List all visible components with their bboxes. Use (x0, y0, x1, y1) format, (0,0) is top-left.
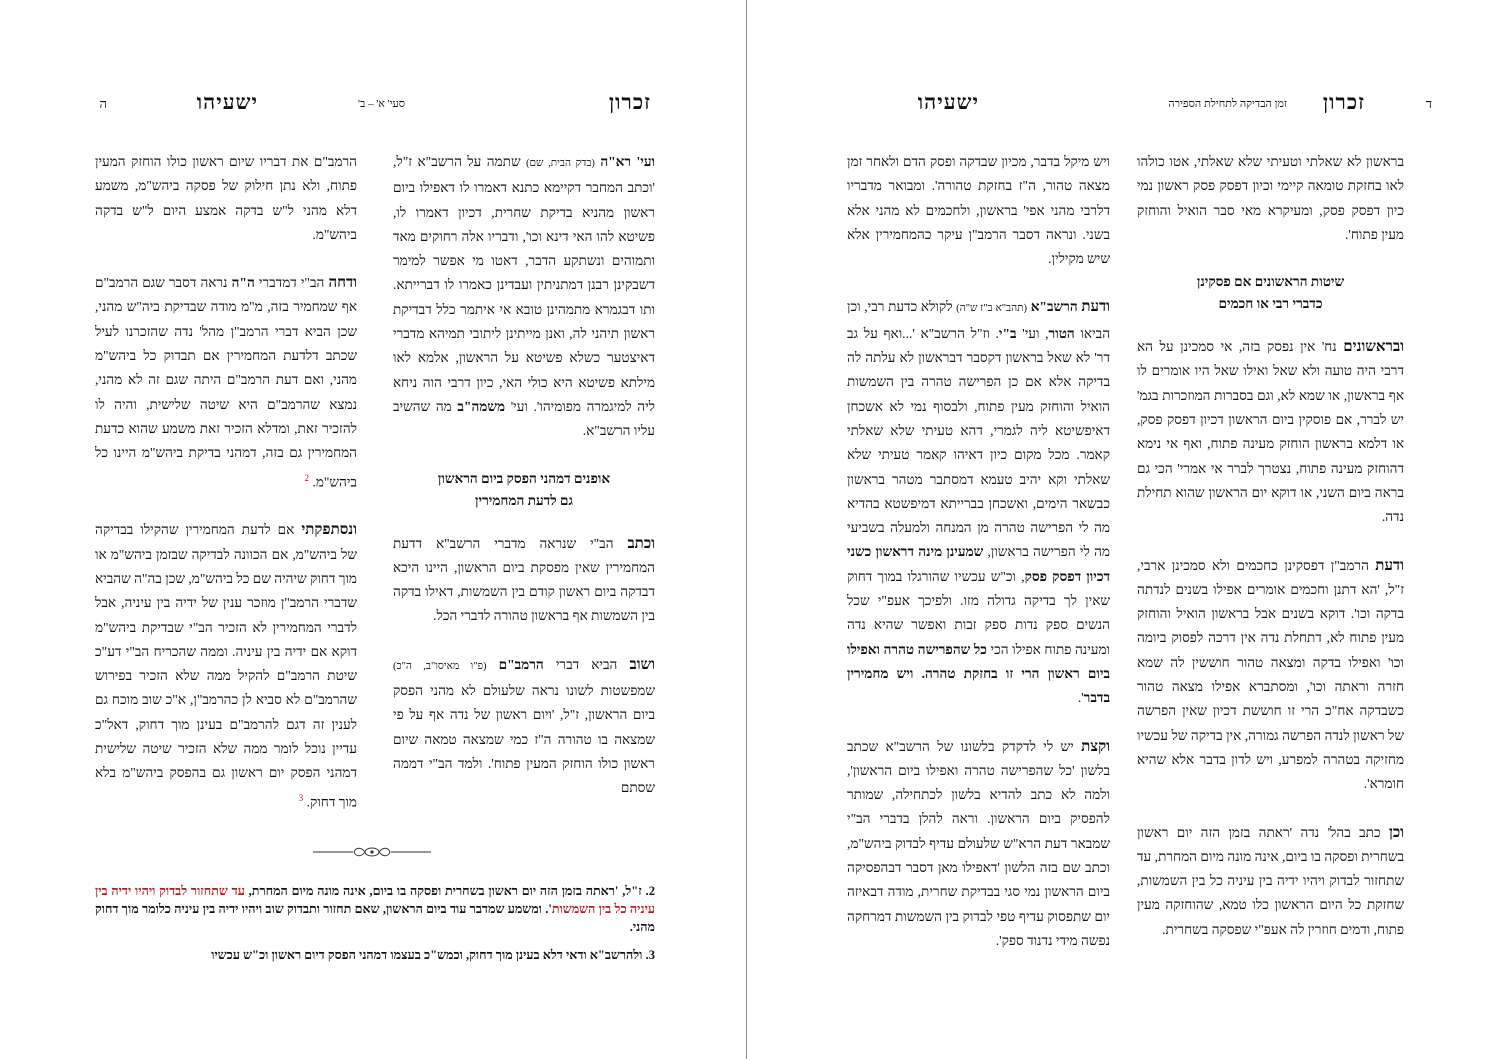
footnote-marker[interactable]: 2 (304, 472, 310, 483)
paragraph: וקצת יש לי לדקדק בלשונו של הרשב"א שכתב בלשון 'כל שהפרישה טהרה ואפילו ביום הראשון', ולמה לא כתב להדיא בלשון לכתחילה, שמותר להפסיק ביום הראשון. וראה להלן בדברי הב"י שמבאר דעת הרא"ש שלעולם עדיף לבדוק ביהש"מ, וכתב שם בזה הלשון 'דאפילו מאן דסבר דבהפסיקה ביום הראשון נמי סגי בבדיקת שחרית, מודה דבאיזה יום שתפסוק עדיף טפי לבדוק בין השמשות דמרחקה נפשה מידי נדנוד ספק'. (847, 738, 1111, 948)
footnotes (95, 882, 655, 974)
footnote-3: 3. ולהרשב"א ודאי דלא בעינן מוך דחוק, וכמש"כ בעצמו דמהני הפסק דיום ראשון וכ"ש עכשיו (211, 948, 655, 962)
paragraph: ונסתפקתי אם לדעת המחמירין שהקילו בבדיקה של ביהש"מ, אם הכוונה לבדיקה שבזמן ביהש"מ או מוך דחוק שיהיה שם כל ביהש"מ, שכן בה"ה שהביא שדברי הרמב"ן מוזכר ענין של ידיה בין עיניה, אבל לדברי המחמירין לא הזכיר הב"י שבדיקת ביהש"מ דוקא אם ידיה בין עיניה. וממה שהכריח הב"י דע"כ שיטת הרמב"ם להקיל ממה שלא הזכיר בפירוש שהרמב"ם לא סביא לן כהרמב"ן, א"כ שוב מוכח גם לענין זה דגם להרמב"ם בעינן מוך דחוק, דאל"כ עדיין נוכל לומר ממה שלא הזכיר שיטה שלישית דמהני הפסק יום ראשון גם בהפסק ביהש"מ בלא מוך דחוק. $^3$ (95, 522, 357, 810)
paragraph: ושוב הביא דברי הרמב"ם (פ"ו מאיסו"ב, ה"כ) שמפשטות לשונו נראה שלעולם לא מהני הפסק ביום הראשון, ז"ל, 'ויום ראשון של נדה אף על פי שמצאה בו טהורה ה"ז כמי שמצאה טמאה שיום ראשון כולו הוחזק המעין פתוח'. ולמד הב"י דממה שסתם (393, 656, 656, 796)
running-title-right: זכרון (1322, 90, 1365, 114)
paragraph: ודעת הרמב"ן דפסקינן כחכמים ולא סמכינן ארבי, ז"ל, 'הא דתנן וחכמים אומרים אפילו בשנים לנדתה בדקה וכו'. דוקא בשנים אבל בראשון הואיל והוחזק מעין פתוח לא, דתחלת נדה אין דרכה לפסוק ביומה וכו' ואפילו בדקה ומצאה טהור חוששין לה שמא חזרה וראתה וכו', ומסתברא אפילו מצאה טהור כשבדקה אח"כ הרי זו חוששת דכיון שאין הפרשה של ראשון לנדה הפרשה גמורה, אין בדיקה של עכשיו מחזיקה בטהרה למפרע, ויש לדון בדבר אלא שהיא חומרא'. (1137, 557, 1404, 792)
paragraph: הרמב"ם את דבריו שיום ראשון כולו הוחזק המעין פתוח, ולא נתן חילוק של פסקה ביהש"מ, משמע דלא מהני ל"ש בדקה אמצע היום ל"ש בדקה ביהש"מ. (95, 154, 357, 242)
left-page-left-column (95, 150, 357, 838)
paragraph: וכתב הב"י שנראה מדברי הרשב"א דדעת המחמירין שאין מפסקת ביום הראשון, היינו היכא דבדקה ביום ראשון קודם בין השמשות, דאילו בדקה בין השמשות אף בראשון טהורה לדברי הכל. (393, 535, 655, 624)
section-ornament-icon (313, 844, 431, 860)
left-page-header (95, 90, 655, 118)
right-page-header (847, 90, 1432, 118)
paragraph: וכן כתב בהל' נדה 'ראתה בזמן הזה יום ראשון בשחרית ופסקה בו ביום, אינה מונה מיום המחרת, עד שתחזור לבדוק ויהיו ידיה בין עיניה כל בין השמשות, שחזקת כל היום הראשון כלו טמא, שהוחזקה מעין פתוח, ודמים חוזרין לה אעפ"י שפסקה בשחרית. (1137, 824, 1404, 937)
paragraph: ויש מיקל בדבר, מכיון שבדקה ופסק הדם ולאחר זמן מצאה טהור, ה"ז בחזקת טהורה'. ומבואר מדבריו דלרבי מהני אפי' בראשון, ולחכמים לא מהני אלא בשני. ונראה דסבר הרמב"ן עיקר כהמחמירין אלא שיש מקילין. (847, 154, 1110, 267)
right-page-right-column (1137, 150, 1404, 966)
footnote-2: 2. ז"ל, 'ראתה בזמן הזה יום ראשון בשחרית ופסקה בו ביום, אינה מונה מיום המחרת, עד שתחזור לבדוק ויהיו ידיה בין עיניה כל בין השמשות'. ומשמע שמדבר עוד ביום הראשון, שאם תחזור ותבדוק שוב ויהיו ידיה בין עיניה כלומר מוך דחוק מהני. (95, 884, 655, 934)
running-subtitle: סעי' א' – ב' (358, 98, 405, 110)
footnote-marker[interactable]: 3 (298, 792, 304, 803)
running-title-left: ישעיהו (196, 90, 258, 114)
paragraph: ודעת הרשב"א (תהב"א ב"ז ש"ה) לקולא כדעת רבי, וכן הביאו הטור, ועי' ב"י. וז"ל הרשב"א '...ואף על גב דר' לא שאל בראשון דקסבר דבראשון לא עלתה לה בדיקה אלא אם כן הפרישה טהרה בין השמשות הואיל והוחזק מעין פתוח, ולבסוף נמי לא אשכחן דאיפשיטא ליה לגמרי, דהא טעיתי שלא שאלתי קאמר. מכל מקום כיון דאיהו קאמר טעיתי שלא שאלתי וקא יהיב טעמא דמסתבר מטהר בראשון כבשאר הימים, ואשכחן בברייתא דמיפשטא בהדיא מה לי הפרישה טהרה מן המנחה ולמעלה בשביעי מה לי הפרישה בראשון, שמעינן מינה דראשון כשני דכיון דפסק פסק, וכ"ש עכשיו שהורגלו במוך דחוק שאין לך בדיקה גדולה מזו. ולפיכך אעפ"י שכל הנשים ספק נדות ספק זבות ואפשר שהיא נדה ומעינה פתוח אפילו הכי כל שהפרישה טהרה ואפילו ביום ראשון הרי זו בחזקת טהרה. ויש מחמירין בדבר'. (847, 299, 1111, 706)
right-page-left-column (847, 150, 1110, 977)
paragraph: בראשון לא שאלתי וטעיתי שלא שאלתי, אטו כולהו לאו בחזקת טומאה קיימי וכיון דפסק פסק ראשון נמי כיון דפסק פסק, ומעיקרא מאי סבר הואיל והוחזק מעין פתוח'. (1137, 154, 1404, 242)
paragraph: ועי' רא"ה (בדק הבית, שם) שתמה על הרשב"א ז"ל, 'וכתב המחבר דקיימא כתנא דאמרו לו דאפילו ביום ראשון מהניא בדיקת שחרית, דכיון דאמרו לו, פשיטא להו האי דינא וכו', ודבריו אלה רחוקים מאד ותמוהים ונשתקע הדבר, דאטו מי אפשר למימר דשבקינן רבנן דמתניתין ועבדינן כאמרו לו דברייתא. ותו דבגמרא מתמהינן טובא אי איתמר כלל דבדיקת ראשון תיהני לה, ואנן מייתינן ליתובי תמיהא מדברי דאיצטער כשלא פשיטא על הראשון, אלמא לאו מילתא פשיטא היא כולי האי, כיון דרבי הוה ניחא ליה למיגמרה מפומיהו'. ועי' משמה"ב מה שהשיב עליו הרשב"א. (393, 154, 656, 439)
left-page (0, 0, 746, 1059)
right-page (747, 0, 1494, 1059)
page-letter: ה (99, 96, 107, 111)
running-title-left: ישעיהו (917, 90, 979, 114)
paragraph: ובראשונים נח' אין נפסק בזה, אי סמכינן על הא דרבי היה טועה ולא שאל ואילו שאל היו אומרים לו אף בראשון, או שמא לא, וגם בסברות המוזכרות בגמ' יש לברר, אם פוסקין ביום הראשון דכיון דפסק פסק, או דלמא בראשון הוחזק מעינה פתוח, ואף אי נימא דהוחזק מעינה פתוח, נצטרך לברר אי אמרי' הכי גם בראה ביום השני, או דוקא יום הראשון שהוא תחילת נדה. (1137, 339, 1404, 525)
paragraph: ודחה הב"י דמדברי ה"ה נראה דסבר שגם הרמב"ם אף שמחמיר בזה, מ"מ מודה שבדיקת ביה"ש מהני, שכן הביא דברי הרמב"ן מהל' נדה שהזכרנו לעיל שכתב דלדעת המחמירין אם תבדוק כל ביהש"מ מהני, ואם דעת הרמב"ם היתה שגם זה לא מהני, נמצא שהרמב"ם היא שיטה שלישית, והיה לו להזכיר זאת, ומדלא הזכיר זאת משמע שהוא כדעת המחמירין גם בזה, דמהני בדיקת ביהש"מ היינו כל ביהש"מ. $^2$ (95, 275, 357, 490)
section-title: אופנים דמהני הפסק ביום הראשון גם לדעת המחמירין (437, 470, 611, 508)
left-page-right-column (393, 150, 655, 825)
running-subtitle: זמן הבדיקה לתחילת הספירה (1168, 98, 1287, 110)
section-title: שיטות הראשונים אם פסקינן כדברי רבי או חכמים (1196, 274, 1345, 312)
page-letter: ד (1425, 96, 1432, 111)
running-title-right: זכרון (608, 90, 651, 114)
